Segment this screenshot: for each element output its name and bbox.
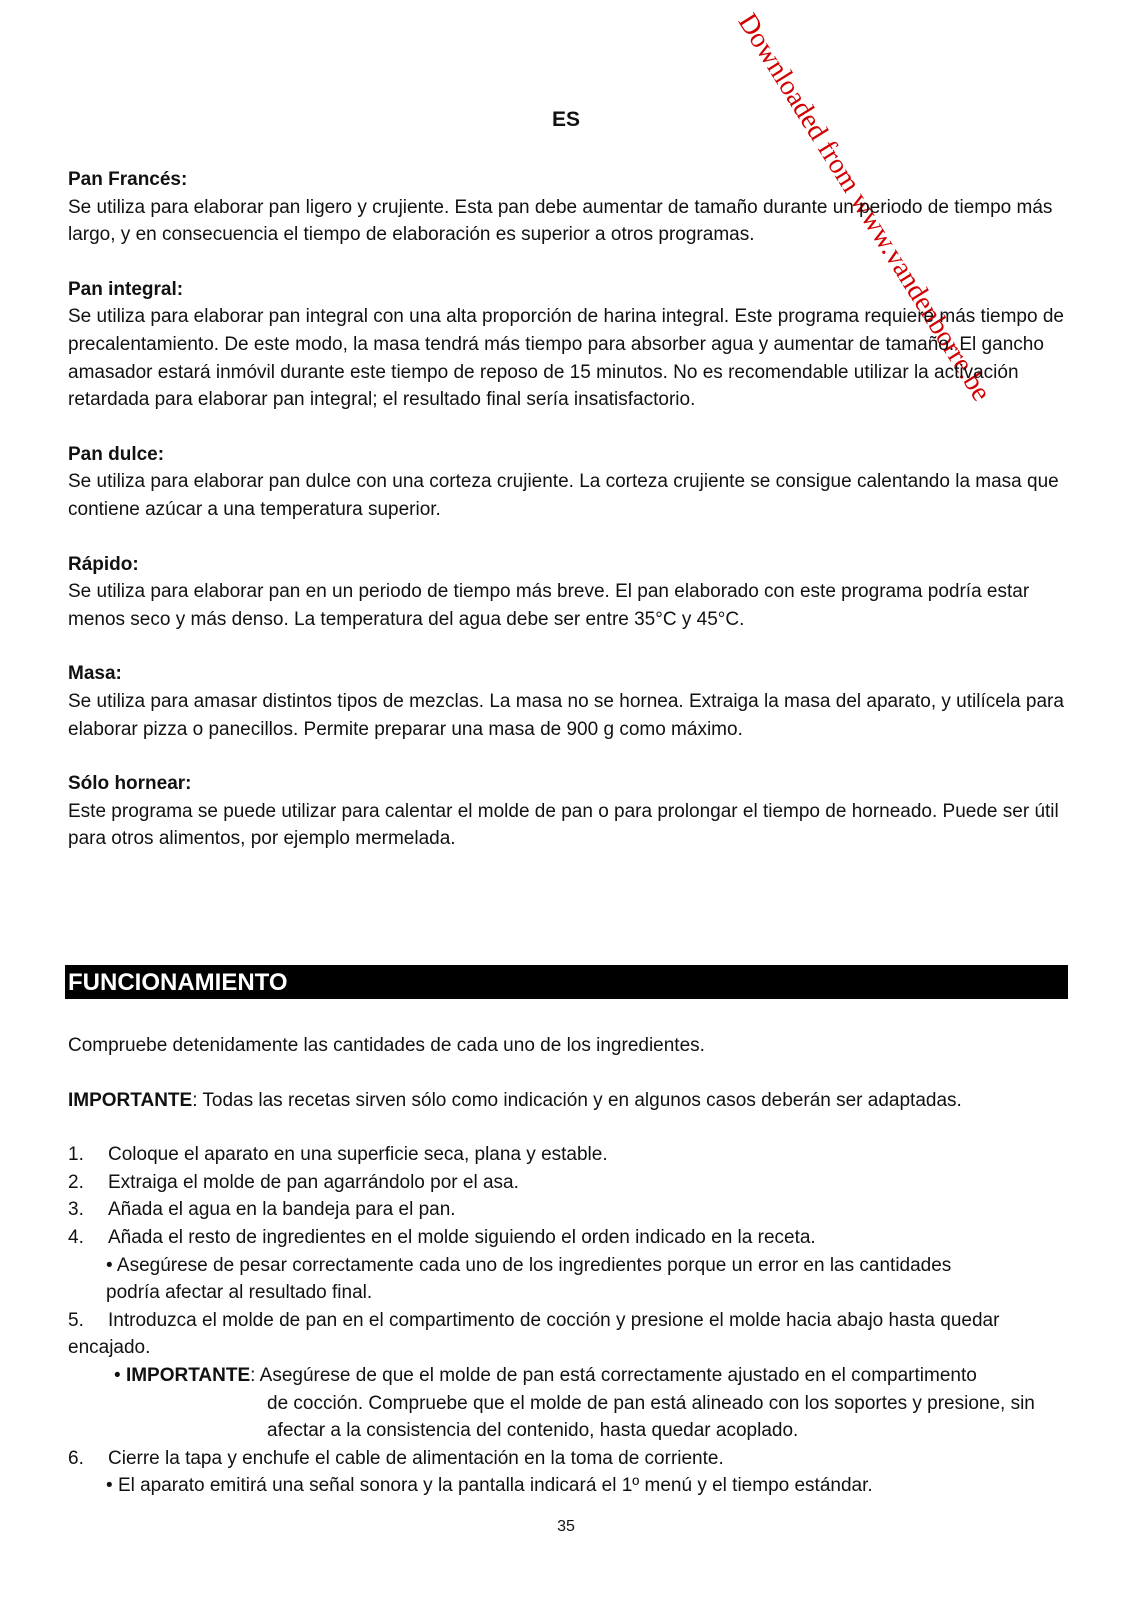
program-description: Se utiliza para elaborar pan dulce con una corteza crujiente. La corteza crujiente se consigue calentando la masa que contiene azúcar a una temperatura superior. bbox=[68, 471, 1059, 520]
important-label: IMPORTANTE bbox=[68, 1089, 193, 1111]
step-text: Añada el agua en la bandeja para el pan. bbox=[108, 1199, 456, 1221]
bullet-icon: • bbox=[106, 1254, 117, 1276]
step-number: 5. bbox=[68, 1309, 84, 1331]
important-label: IMPORTANTE bbox=[125, 1364, 251, 1386]
step-1 bbox=[68, 1141, 1068, 1169]
step-text: Coloque el aparato en una superficie seca, plana y estable. bbox=[108, 1144, 608, 1166]
steps-list bbox=[68, 1141, 1068, 1500]
program-title: Sólo hornear: bbox=[68, 773, 192, 795]
program-description: Se utiliza para elaborar pan en un periodo de tiempo más breve. El pan elaborado con este programa podría estar menos seco y más denso. La temperatura del agua debe ser entre 35°C y 45°C. bbox=[68, 581, 1030, 630]
program-descriptions bbox=[68, 166, 1068, 880]
page-number: 35 bbox=[557, 1518, 575, 1535]
step-6-bullet bbox=[68, 1472, 1068, 1500]
step-2 bbox=[68, 1169, 1068, 1197]
program-rapido bbox=[68, 551, 1068, 634]
step-number: 2. bbox=[68, 1171, 84, 1193]
step-number: 1. bbox=[68, 1144, 84, 1166]
program-description: Se utiliza para elaborar pan ligero y crujiente. Esta pan debe aumentar de tamaño durante un periodo de tiempo más largo, y en consecuencia el tiempo de elaboración es superior a otros programas. bbox=[68, 196, 1053, 246]
step-number: 4. bbox=[68, 1226, 84, 1248]
bullet-text-continued: de cocción. Compruebe que el molde de pan está alineado con los soportes y presione, sin afectar a la consistencia del contenido, hasta quedar acoplado. bbox=[267, 1392, 1035, 1442]
step-4 bbox=[68, 1224, 1068, 1252]
step-text: Cierre la tapa y enchufe el cable de alimentación en la toma de corriente. bbox=[108, 1447, 724, 1469]
step-4-bullet bbox=[68, 1252, 1068, 1307]
program-pan-dulce bbox=[68, 441, 1068, 524]
step-text: Añada el resto de ingredientes en el molde siguiendo el orden indicado en la receta. bbox=[108, 1226, 816, 1248]
operation-intro: Compruebe detenidamente las cantidades de cada uno de los ingredientes. bbox=[68, 1035, 705, 1056]
language-code: ES bbox=[551, 108, 580, 131]
program-masa bbox=[68, 660, 1068, 743]
step-5-important-bullet bbox=[68, 1362, 1068, 1445]
step-text: Introduzca el molde de pan en el compartimento de cocción y presione el molde hacia abajo hasta quedar encajado. bbox=[68, 1309, 1000, 1359]
program-description: Este programa se puede utilizar para calentar el molde de pan o para prolongar el tiempo de horneado. Puede ser útil para otros alimentos, por ejemplo mermelada. bbox=[68, 800, 1059, 850]
bullet-text: Asegúrese de pesar correctamente cada uno de los ingredientes porque un error en las cantidades bbox=[116, 1254, 952, 1276]
program-solo-hornear bbox=[68, 770, 1068, 853]
program-title: Masa: bbox=[68, 663, 122, 685]
operation-section bbox=[68, 1032, 1068, 1500]
step-text: Extraiga el molde de pan agarrándolo por el asa. bbox=[108, 1171, 519, 1193]
bullet-text: : Asegúrese de que el molde de pan está correctamente ajustado en el compartimento bbox=[250, 1364, 977, 1386]
step-5 bbox=[68, 1307, 1068, 1362]
step-number: 3. bbox=[68, 1199, 84, 1221]
program-title: Pan Francés: bbox=[68, 169, 188, 190]
program-pan-frances bbox=[68, 166, 1068, 249]
step-number: 6. bbox=[68, 1447, 84, 1469]
bullet-text: El aparato emitirá una señal sonora y la pantalla indicará el 1º menú y el tiempo estándar. bbox=[117, 1475, 873, 1497]
program-title: Rápido: bbox=[68, 553, 139, 575]
bullet-text-continued: podría afectar al resultado final. bbox=[106, 1282, 373, 1304]
program-description: Se utiliza para amasar distintos tipos de mezclas. La masa no se hornea. Extraiga la masa del aparato, y utilícela para elaborar pizza o panecillos. Permite preparar una masa de 900 g como máximo. bbox=[68, 690, 1064, 740]
section-heading-bar: FUNCIONAMIENTO bbox=[65, 965, 1068, 999]
bullet-icon: • bbox=[106, 1475, 118, 1497]
step-3 bbox=[68, 1196, 1068, 1224]
program-title: Pan dulce: bbox=[68, 443, 165, 465]
important-note bbox=[68, 1087, 1068, 1115]
step-6 bbox=[68, 1445, 1068, 1473]
program-title: Pan integral: bbox=[68, 278, 184, 300]
bullet-icon: • bbox=[114, 1364, 126, 1386]
download-watermark: Downloaded from www.vandenborre.be bbox=[731, 8, 997, 407]
important-text: : Todas las recetas sirven sólo como indicación y en algunos casos deberán ser adaptadas. bbox=[192, 1089, 962, 1111]
program-description: Se utiliza para elaborar pan integral con una alta proporción de harina integral. Este programa requiere más tiempo de precalentamiento. De este modo, la masa tendrá más tiempo para absorber agua y aumentar de tamaño. El gancho amasador estará inmóvil durante este tiempo de reposo de 15 minutos. No es recomendable utilizar la activación retardada para elaborar pan integral; el resultado final sería insatisfactorio. bbox=[68, 306, 1064, 411]
program-pan-integral bbox=[68, 276, 1068, 414]
